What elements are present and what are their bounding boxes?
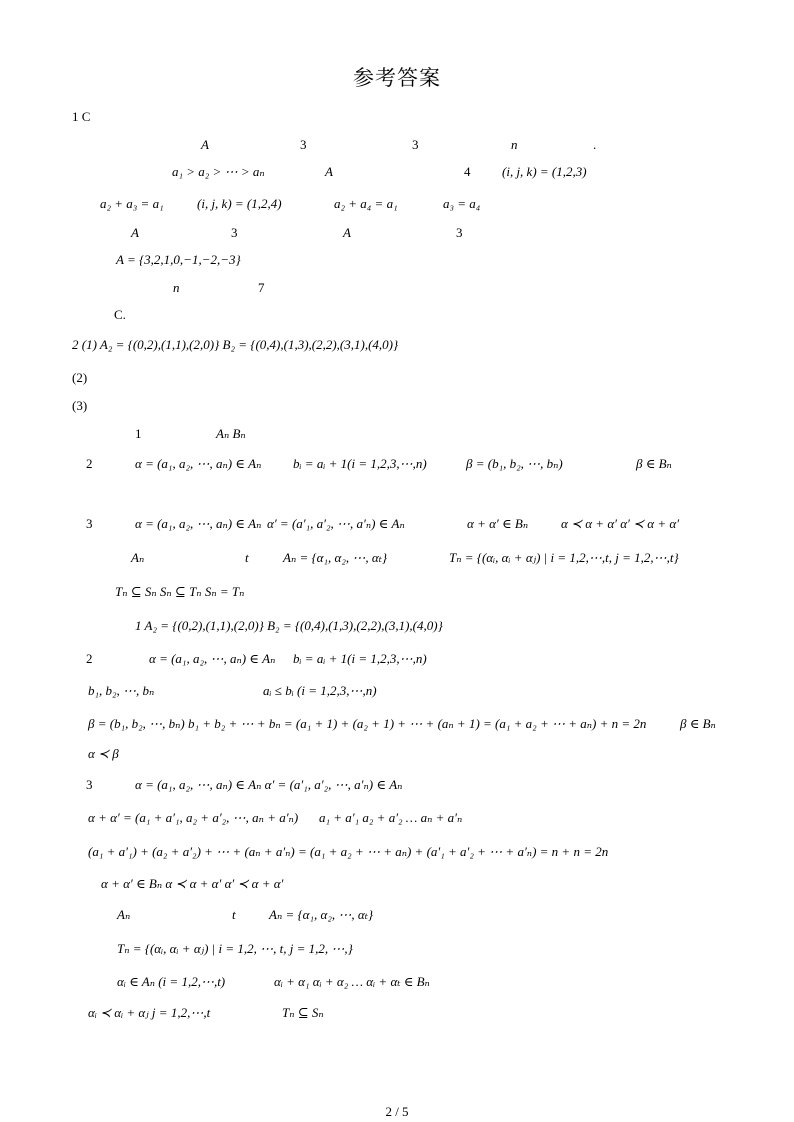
answer-line: (i, j, k) = (1,2,3) xyxy=(502,164,587,179)
answer-line: 3 xyxy=(86,516,93,531)
answer-line: (2) xyxy=(72,370,88,385)
answer-line: 1 C xyxy=(72,109,91,124)
answer-line: Aₙ xyxy=(117,907,131,922)
answer-line: αᵢ ≺ αᵢ + αⱼ j = 1,2,⋯,t xyxy=(88,1005,211,1020)
answer-line: aᵢ ≤ bᵢ (i = 1,2,3,⋯,n) xyxy=(263,683,377,698)
answer-line: α + α′ = (a₁ + a′₁, a₂ + a′₂, ⋯, aₙ + a′ₙ) xyxy=(88,810,299,825)
answer-line: a₃ = a₄ xyxy=(443,196,481,211)
answer-line: a₁ > a₂ > ⋯ > aₙ xyxy=(172,164,265,179)
answer-line: α ≺ β xyxy=(88,746,119,761)
answer-line: (i, j, k) = (1,2,4) xyxy=(197,196,282,211)
answer-line: β ∈ Bₙ xyxy=(636,456,672,471)
answer-line: (3) xyxy=(72,398,88,413)
answer-line: Aₙ = {α₁, α₂, ⋯, αₜ} xyxy=(269,907,374,922)
answer-line: A xyxy=(343,225,351,240)
answer-line: b₁, b₂, ⋯, bₙ xyxy=(88,683,155,698)
answer-line: a₁ + a′₁ a₂ + a′₂ … aₙ + a′ₙ xyxy=(319,810,463,825)
answer-line: β = (b₁, b₂, ⋯, bₙ) b₁ + b₂ + ⋯ + bₙ = (a₁ + 1) + (a₂ + 1) + ⋯ + (aₙ + 1) = (a₁ + a₂ + ⋯ + aₙ) + n = 2n xyxy=(88,716,647,731)
answer-line: β = (b₁, b₂, ⋯, bₙ) xyxy=(466,456,563,471)
answer-line: 3 xyxy=(86,777,93,792)
answer-line: α + α′ ∈ Bₙ α ≺ α + α′ α′ ≺ α + α′ xyxy=(101,876,284,891)
answer-line: . xyxy=(593,137,597,152)
page-number: 2 / 5 xyxy=(385,1104,409,1119)
answer-line: α = (a₁, a₂, ⋯, aₙ) ∈ Aₙ α′ = (a′₁, a′₂, ⋯, a′ₙ) ∈ Aₙ xyxy=(135,777,403,792)
answer-line: 3 xyxy=(231,225,238,240)
answer-line: 2 (1) A₂ = {(0,2),(1,1),(2,0)} B₂ = {(0,4),(1,3),(2,2),(3,1),(4,0)} xyxy=(72,337,399,352)
answer-line: 3 xyxy=(456,225,463,240)
answer-line: n xyxy=(173,280,180,295)
answer-line: 4 xyxy=(464,164,471,179)
answer-line: α′ = (a′₁, a′₂, ⋯, a′ₙ) ∈ Aₙ xyxy=(267,516,405,531)
answer-line: αᵢ ∈ Aₙ (i = 1,2,⋯,t) xyxy=(117,974,226,989)
answer-line: α ≺ α + α′ α′ ≺ α + α′ xyxy=(561,516,680,531)
answer-line: A xyxy=(325,164,333,179)
answer-line: α = (a₁, a₂, ⋯, aₙ) ∈ Aₙ xyxy=(149,651,276,666)
answer-line: α = (a₁, a₂, ⋯, aₙ) ∈ Aₙ xyxy=(135,456,262,471)
answer-line: 3 xyxy=(412,137,419,152)
answer-line: Tₙ ⊆ Sₙ Sₙ ⊆ Tₙ Sₙ = Tₙ xyxy=(115,584,245,599)
answer-line: 3 xyxy=(300,137,307,152)
answer-line: Aₙ Bₙ xyxy=(216,426,246,441)
answer-line: a₂ + a₃ = a₁ xyxy=(100,196,164,211)
answer-line: C. xyxy=(114,307,126,322)
answer-line: 2 xyxy=(86,456,93,471)
answer-line: Tₙ = {(αᵢ, αᵢ + αⱼ) | i = 1,2,⋯,t, j = 1,2,⋯,t} xyxy=(449,550,679,565)
answer-line: t xyxy=(245,550,249,565)
answer-line: a₂ + a₄ = a₁ xyxy=(334,196,398,211)
answer-line: bᵢ = aᵢ + 1(i = 1,2,3,⋯,n) xyxy=(293,651,427,666)
answer-line: α = (a₁, a₂, ⋯, aₙ) ∈ Aₙ xyxy=(135,516,262,531)
answer-line: 1 A₂ = {(0,2),(1,1),(2,0)} B₂ = {(0,4),(1,3),(2,2),(3,1),(4,0)} xyxy=(135,618,443,633)
answer-line: Tₙ = {(αᵢ, αᵢ + αⱼ) | i = 1,2, ⋯, t, j = 1,2, ⋯,} xyxy=(117,941,353,956)
answer-line: Tₙ ⊆ Sₙ xyxy=(282,1005,324,1020)
answer-line: A xyxy=(131,225,139,240)
answer-line: 7 xyxy=(258,280,265,295)
answer-line: bᵢ = aᵢ + 1(i = 1,2,3,⋯,n) xyxy=(293,456,427,471)
answer-line: α + α′ ∈ Bₙ xyxy=(467,516,529,531)
answer-line: Aₙ = {α₁, α₂, ⋯, αₜ} xyxy=(283,550,388,565)
answer-line: αᵢ + α₁ αᵢ + α₂ … αᵢ + αₜ ∈ Bₙ xyxy=(274,974,430,989)
answer-line: (a₁ + a′₁) + (a₂ + a′₂) + ⋯ + (aₙ + a′ₙ) = (a₁ + a₂ + ⋯ + aₙ) + (a′₁ + a′₂ + ⋯ + a′ₙ) = n + n = 2n xyxy=(88,844,609,859)
answer-line: 2 xyxy=(86,651,93,666)
answer-line: A = {3,2,1,0,−1,−2,−3} xyxy=(116,252,241,267)
answer-line: t xyxy=(232,907,236,922)
answer-line: A xyxy=(201,137,209,152)
answer-line: 1 xyxy=(135,426,142,441)
page-title: 参考答案 xyxy=(353,66,441,90)
answer-line: n xyxy=(511,137,518,152)
answer-line: Aₙ xyxy=(131,550,145,565)
answer-line: β ∈ Bₙ xyxy=(680,716,716,731)
